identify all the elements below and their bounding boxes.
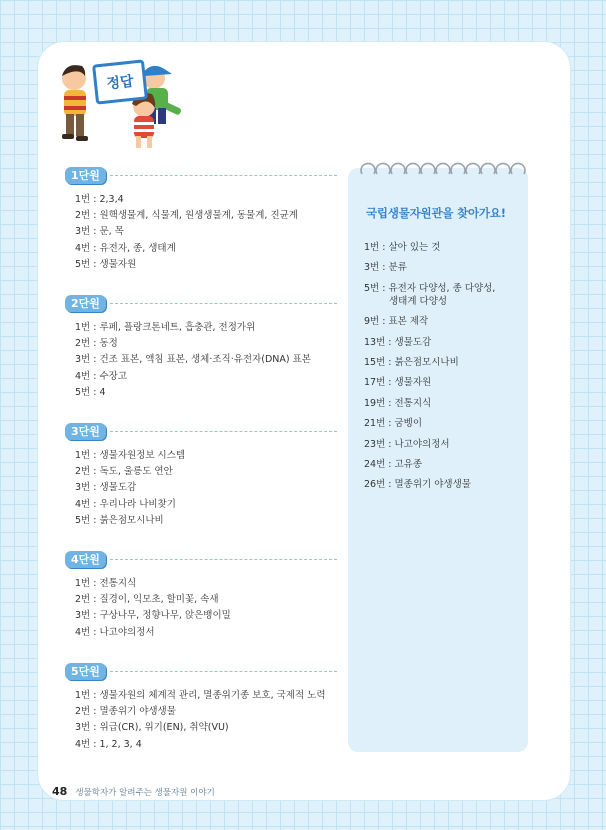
answer-item: 4번 : 수장고 [75,370,127,382]
unit-5-section [65,662,337,753]
unit-badge: 4단원 [65,551,106,568]
answer-item: 3번 : 위급(CR), 위기(EN), 취약(VU) [75,722,229,734]
answer-item: 3번 : 구상나무, 정향나무, 앉은뱅이밀 [75,610,231,622]
answer-item: 5번 : 붉은점모시나비 [75,514,164,526]
unit-badge: 2단원 [65,295,106,312]
list-item-text: 17번 : 생물자원 [364,377,432,389]
list-item-text: 1번 : 살아 있는 것 [364,242,441,253]
answer-item: 1번 : 2,3,4 [75,194,124,205]
list-item-text: 24번 : 고유종 [364,458,423,470]
unit-2-section [65,294,337,401]
dashed-divider [110,431,337,432]
list-item-text: 21번 : 굼벵이 [364,418,423,430]
list-item-text: 3번 : 분류 [364,262,407,274]
list-item [364,376,524,389]
page-footer [52,785,215,798]
spiral-rings-icon [358,154,528,180]
unit-4-section [65,550,337,641]
unit-badge: 3단원 [65,423,106,440]
answer-item: 2번 : 질경이, 익모초, 할미꽃, 속새 [75,594,219,606]
answer-item: 5번 : 생물자원 [75,258,137,270]
list-item [364,356,524,369]
answer-sign-label: 정답 [105,73,135,93]
list-item [364,397,524,410]
list-item [364,336,524,349]
list-item [364,458,524,471]
answer-item: 3번 : 문, 목 [75,226,124,238]
answer-sign [92,59,148,104]
list-item-text: 13번 : 생물도감 [364,336,432,348]
answer-item: 5번 : 4 [75,386,106,398]
answer-item: 1번 : 생물자원정보 시스템 [75,450,186,461]
list-item [364,261,524,274]
dashed-divider [110,175,337,176]
dashed-divider [110,303,337,304]
unit-1-section [65,166,337,273]
answer-item: 1번 : 전통지식 [75,578,137,589]
book-title: 생물학자가 알려주는 생물자원 이야기 [75,788,215,798]
answer-item: 3번 : 생물도감 [75,482,137,494]
notepad-list [364,241,524,499]
list-item [364,282,524,308]
list-item-text: 9번 : 표본 제작 [364,316,429,328]
list-item [364,478,524,491]
answer-item: 4번 : 유전자, 종, 생태계 [75,242,176,254]
dashed-divider [110,671,337,672]
answer-item: 2번 : 동정 [75,338,118,350]
answer-item: 4번 : 1, 2, 3, 4 [75,738,142,750]
list-item [364,438,524,451]
list-item-text: 15번 : 붉은점모시나비 [364,356,459,368]
unit-badge: 1단원 [65,167,106,184]
answer-item: 2번 : 멸종위기 야생생물 [75,706,176,718]
list-item [364,417,524,430]
answer-item: 2번 : 독도, 울릉도 연안 [75,466,173,478]
unit-3-section [65,422,337,529]
notepad-title: 국립생물자원관을 찾아가요! [366,206,506,220]
list-item-text: 19번 : 전통지식 [364,397,432,409]
answer-item: 1번 : 생물자원의 체계적 관리, 멸종위기종 보호, 국제적 노력 [75,690,326,701]
answer-item: 1번 : 루페, 플랑크톤네트, 흡충관, 전정가위 [75,322,256,333]
list-item [364,315,524,328]
unit-badge: 5단원 [65,663,106,680]
list-item-text: 23번 : 나고야의정서 [364,438,450,450]
answer-item: 4번 : 우리나라 나비찾기 [75,498,176,510]
answer-item: 2번 : 원핵생물계, 식물계, 원생생물계, 동물계, 진균계 [75,210,298,222]
answer-item: 4번 : 나고야의정서 [75,626,155,638]
answer-item: 3번 : 건조 표본, 액침 표본, 생체·조직·유전자(DNA) 표본 [75,354,311,366]
list-item-continuation: 생태계 다양성 [389,295,448,307]
list-item-text: 5번 : 유전자 다양성, 종 다양성, [364,282,496,294]
list-item [364,241,524,254]
list-item-text: 26번 : 멸종위기 야생생물 [364,479,471,491]
dashed-divider [110,559,337,560]
page-number: 48 [52,785,68,798]
